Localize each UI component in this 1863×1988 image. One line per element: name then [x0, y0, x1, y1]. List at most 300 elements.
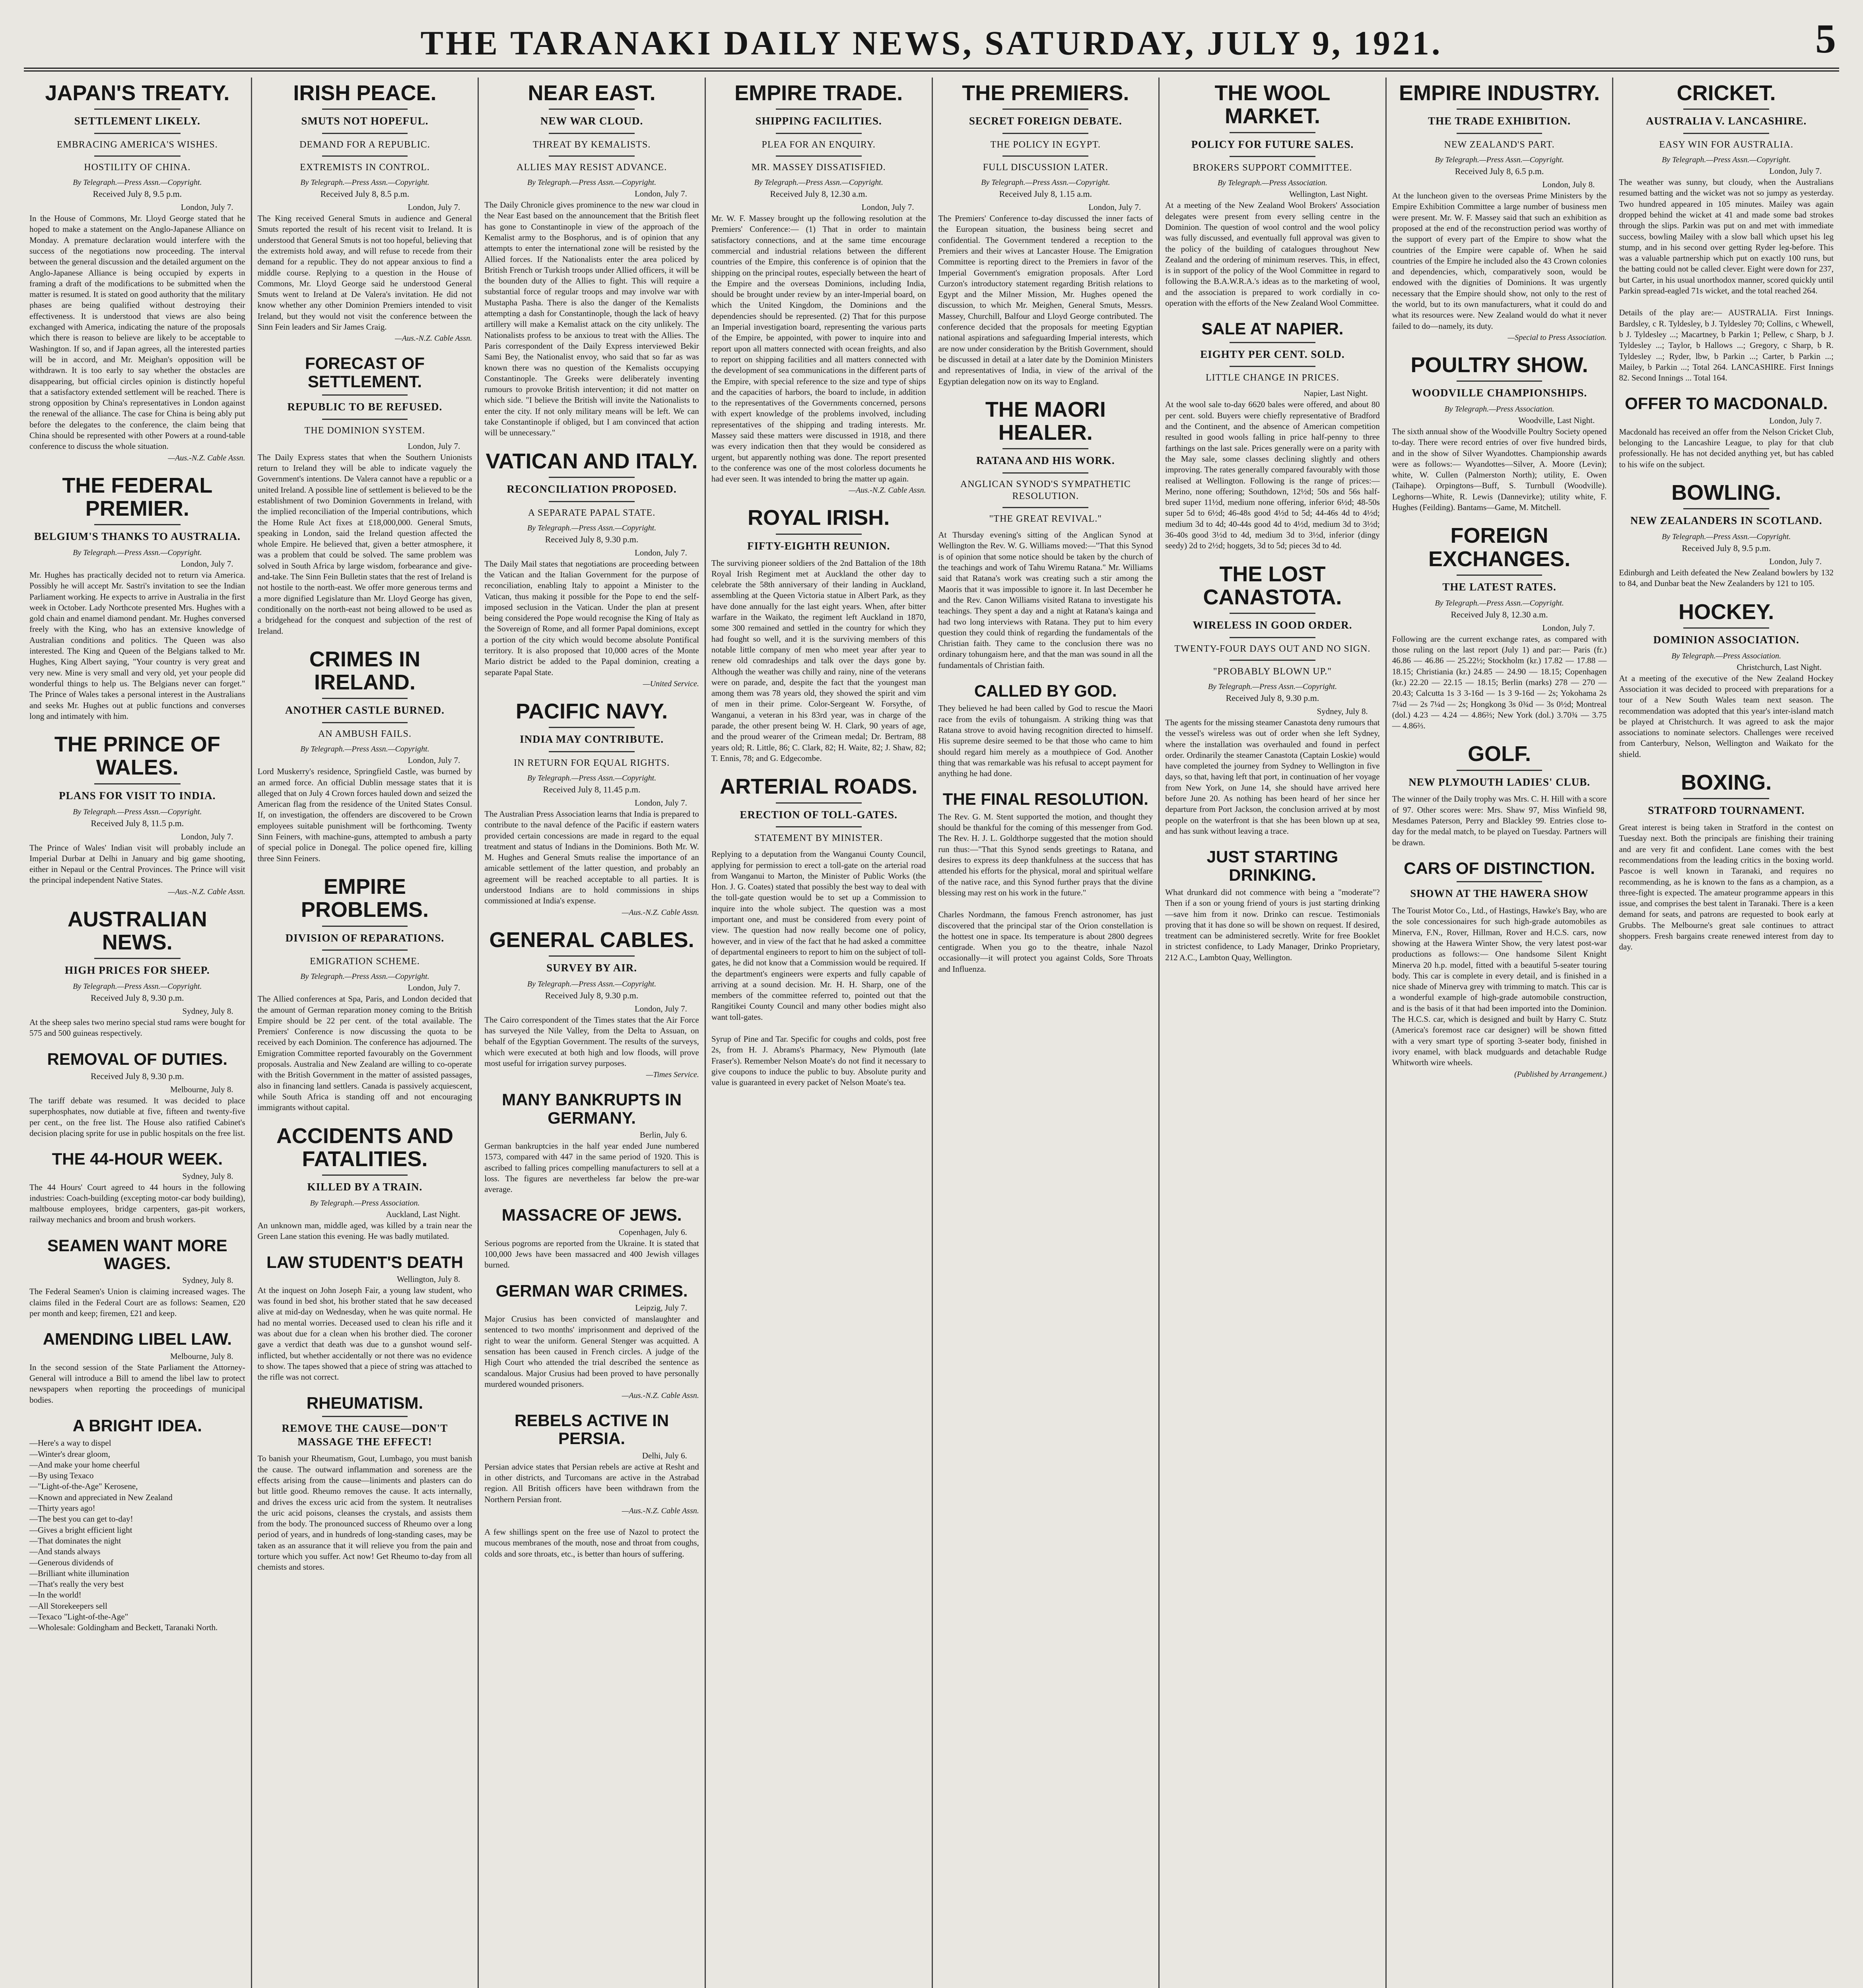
- dateline: London, July 7.: [1769, 557, 1822, 567]
- article-headline: CRIMES IN IRELAND.: [309, 647, 420, 695]
- article-subheading: REPUBLIC TO BE REFUSED.: [287, 401, 443, 413]
- received-time: Received July 8, 6.5 p.m.: [1455, 166, 1544, 177]
- wire-credit: By Telegraph.—Press Assn.—Copyright.: [1208, 682, 1337, 691]
- received-time: Received July 8, 9.5 p.m.: [1682, 543, 1771, 553]
- divider: [549, 109, 635, 110]
- received-time: Received July 8, 12.30 a.m.: [770, 189, 867, 199]
- divider: [1002, 155, 1088, 157]
- column-5: [932, 78, 1159, 1988]
- divider: [1002, 448, 1088, 449]
- article: [258, 875, 472, 1113]
- article-headline: SEAMEN WANT MORE WAGES.: [47, 1236, 227, 1273]
- divider: [1002, 472, 1088, 474]
- article-headline: CALLED BY GOD.: [974, 681, 1117, 701]
- article-headline: FOREIGN EXCHANGES.: [1428, 524, 1571, 571]
- dateline: London, July 7.: [181, 559, 233, 569]
- article: [258, 1394, 472, 1573]
- article-subheading: HIGH PRICES FOR SHEEP.: [65, 964, 210, 977]
- article-subheading: REMOVE THE CAUSE—DON'T MASSAGE THE EFFECT!: [282, 1422, 448, 1448]
- article-subheading: MR. MASSEY DISSATISFIED.: [751, 162, 886, 173]
- received-time: Received July 8, 9.5 p.m.: [93, 189, 182, 199]
- divider: [776, 109, 862, 110]
- article-subheading: NEW ZEALAND'S PART.: [1444, 140, 1555, 150]
- divider: [322, 949, 408, 951]
- article-headline: AUSTRALIAN NEWS.: [67, 907, 207, 954]
- column-8: [1612, 78, 1839, 1988]
- article-headline: THE MAORI HEALER.: [985, 397, 1106, 445]
- article-body: At a meeting of the New Zealand Wool Brokers' Association delegates were present from every selling centre in the Dominion. The question of wool control and the wool policy was fully discussed, and eventually full approval was given to the policy of the building of catalogues throughout New Zealand and the ordering of minimum reserves. This, in effect, is in support of the policy of the Wool Committee in regard to following the B.A.W.R.A.'s ideas as to the marketing of wool, and the association is prepared to work cordially in co-operation with the efforts of the New Zealand Wool Committee.: [1165, 200, 1380, 308]
- article-body: The Prince of Wales' Indian visit will probably include an Imperial Durbar at Delhi in January and big game shooting, either in Nepaul or the Central Provinces. The Prince will visit the principal independent Native States.: [29, 843, 245, 885]
- article: [938, 398, 1153, 671]
- divider: [322, 419, 408, 420]
- article-body: The surviving pioneer soldiers of the 2nd Battalion of the 18th Royal Irish Regiment met at Auckland the other day to celebrate the 58th anniversary of their landing in Auckland, assembling at the Queen Victoria statue in Albert Park, as they have done annually for the last eight years. When, after bitter warfare in the Waikato, the regiment left Auckland in 1870, some 300 remained and settled in the country for which they had fought so well, and it is the surviving members of this notable little company of men who meet year after year to renew old comradeships and talk over the days gone by. Although the weather was chilly and rainy, nine of the veterans were on parade, and, despite the fact that the youngest man among them was 78 years old, they showed the spirit and vim of men in their prime. Color-Sergeant W. Forsythe, of Wanganui, a veteran in his 83rd year, was in charge of the parade, the other present being W. H. Clark, 90 years of age, and the proud wearer of the Crimean medal; Dr. Bertram, 88 years old; R. Little, 86; C. Clark, 82; H. Waite, 82; J. Shaw, 82; T. Ennis, 78; and G. Edgecombe.: [711, 558, 926, 763]
- dateline: London, July 7.: [1769, 166, 1822, 176]
- article: [711, 1034, 926, 1088]
- article: [29, 1150, 245, 1225]
- article-subheading: EASY WIN FOR AUSTRALIA.: [1659, 140, 1794, 150]
- article-subheading: RATANA AND HIS WORK.: [976, 454, 1115, 467]
- article-body: German bankruptcies in the half year ended June numbered 1573, compared with 447 in the same period of 1920. This is ascribed to falling prices compelling manufacturers to sell at a loss. The figures are nevertheless far below the pre-war average.: [484, 1141, 699, 1194]
- article-headline: NEAR EAST.: [528, 81, 656, 105]
- wire-credit: By Telegraph.—Press Association.: [310, 1198, 420, 1208]
- article: [938, 82, 1153, 387]
- article-body: At a meeting of the executive of the New Zealand Hockey Association it was decided to proceed with preparations for a tour of a New South Wales team next season. The recommendation was adopted that this year's inter-island match be played at Christchurch. It was agreed to ask the major associations to nominate selectors. Challenges were received from Canterbury, Nelson, Wellington and Waikato for the shield.: [1619, 673, 1834, 759]
- article-subheading: EXTREMISTS IN CONTROL.: [300, 162, 430, 173]
- article-headline: THE PREMIERS.: [962, 81, 1129, 105]
- article: [1165, 848, 1380, 963]
- received-time: Received July 8, 9.30 p.m.: [90, 993, 184, 1003]
- article: [29, 908, 245, 1039]
- article-signoff: —Aus.-N.Z. Cable Assn.: [622, 1507, 699, 1515]
- article-subheading: EMIGRATION SCHEME.: [310, 956, 420, 967]
- article-body: To banish your Rheumatism, Gout, Lumbago, you must banish the cause. The outward inflammation and soreness are the effects arising from the cause—liniments and plasters can do but little good. Rheumo removes the cause. It acts internally, and drives the excess uric acid from the system. It neutralises the uric acid poisons, cleanses the crystals, and assists them from the body. The pronounced success of Rheumo over a long period of years, and in hundreds of long-standing cases, may be taken as an assurance that it will relieve you from the pain and torture which you suffer. Act now! Get Rheumo to-day from all chemists and stores.: [257, 1454, 472, 1572]
- dateline: London, July 7.: [861, 202, 914, 212]
- divider: [549, 477, 635, 478]
- article-headline: BOWLING.: [1671, 480, 1781, 505]
- wire-credit: By Telegraph.—Press Assn.—Copyright.: [1662, 532, 1791, 542]
- article-headline: VATICAN AND ITALY.: [486, 449, 698, 473]
- article: [484, 1527, 699, 1559]
- divider: [776, 534, 862, 535]
- article-subheading: EIGHTY PER CENT. SOLD.: [1200, 348, 1345, 360]
- article: [711, 775, 926, 1023]
- divider: [1230, 660, 1315, 661]
- article-subheading: ANOTHER CASTLE BURNED.: [285, 704, 445, 716]
- article-subheading: FIFTY-EIGHTH REUNION.: [747, 540, 890, 552]
- wire-credit: By Telegraph.—Press Assn.—Copyright.: [981, 178, 1110, 187]
- article: [1165, 563, 1380, 837]
- article: [938, 790, 1153, 898]
- divider: [1457, 381, 1542, 382]
- wire-credit: By Telegraph.—Press Association.: [1444, 404, 1554, 414]
- article-body: The Australian Press Association learns that India is prepared to contribute to the naval defence of the Pacific if eastern waters provided certain concessions are made in regard to the equal treatment and status of Indians in the Dominions. Both Mr. W. M. Hughes and General Smuts realise the importance of an amicable settlement of the latter question, and probably an agreement will be reached acceptable to all parties. It is understood Indians are to hold commissions in ships commissioned at India's expense.: [484, 809, 699, 906]
- article-subheading: SECRET FOREIGN DEBATE.: [969, 115, 1122, 127]
- page-number: 5: [1815, 16, 1836, 62]
- article: [1619, 307, 1834, 383]
- article: [258, 1253, 472, 1383]
- article: [258, 354, 472, 637]
- article-subheading: DOMINION ASSOCIATION.: [1653, 633, 1799, 646]
- article-headline: THE FINAL RESOLUTION.: [942, 790, 1148, 809]
- article-headline: THE 44-HOUR WEEK.: [52, 1149, 223, 1169]
- article-headline: LAW STUDENT'S DEATH: [266, 1252, 463, 1272]
- article: [1392, 859, 1607, 1079]
- article-body: At the wool sale to-day 6620 bales were offered, and about 80 per cent. sold. Buyers were chiefly representative of Bradford and the Continent, and the absence of American competition resulted in good wools falling in price half-penny to three farthings on the last sale. Prices generally were on a parity with the May sale, some classes declining slightly and others improving. The rates generally compared favourably with those realised at Wellington. Following is the range of prices:— Merino, none offering; Southdown, 12½d; 50s and 56s half-bred super 11½d, medium none offering, inferior 6½d; 48-50s super 5d to 6½d; 46-48s good 4½d to 5d; 44-46s 4d to 4½d; medium 3d to 4d; 40-44s good 4d to 4½d, medium 3d to 3½d; 36-40s good 3½d to 4d, medium 3d to 3½d, inferior (dingy seedy) 2d to 2½d; hoggets, 3d to 5d; pieces 3d to 4d.: [1165, 400, 1380, 551]
- article-body: In the House of Commons, Mr. Lloyd George stated that he hoped to make a statement on the Anglo-Japanese Alliance on Monday. A premature declaration would interfere with the success of the negotiations now proceeding. The interval between the general discussion and the detailed argument on the Anglo-Japanese Alliance is being occupied by experts in framing a draft of the modifications to be submitted when the matter is resumed. It is stated on good authority that the military phases are being qualified without destroying their effectiveness. It is understood that views are also being exchanged with America, indicating the nature of the proposals which there is reason to believe are likely to be acceptable to Washington. If so, and if Japan agrees, all the interested parties will be in accord, and Mr. Meighan's opposition will be withdrawn. It is too early to say whether the obstacles are disappearing, but official circles opinion is distinctly hopeful that a satisfactory extended settlement will be reached. There is strong opposition by China's representatives in London against the renewal of the alliance. The case for China is being ably put before the delegates to the conference, the claim being that China should be represented with other Powers at a round-table conference to discuss the whole situation.: [29, 214, 245, 451]
- dateline: London, July 7.: [408, 755, 460, 765]
- wire-credit: By Telegraph.—Press Association.: [1671, 651, 1781, 660]
- article-headline: SALE AT NAPIER.: [1201, 319, 1344, 338]
- article-signoff: —Special to Press Association.: [1507, 333, 1607, 342]
- article-headline: GENERAL CABLES.: [489, 928, 694, 952]
- dateline: Sydney, July 8.: [182, 1276, 233, 1285]
- divider: [322, 133, 408, 134]
- dateline: London, July 7.: [1769, 415, 1822, 425]
- article-subheading: INDIA MAY CONTRIBUTE.: [520, 733, 664, 746]
- divider: [1457, 133, 1542, 134]
- article-body: The Federal Seamen's Union is claiming increased wages. The claims filed in the Federal Court are as follows: Seamen, £20 per month and keep; firemen, £21 and keep.: [29, 1287, 245, 1318]
- article-headline: ACCIDENTS AND FATALITIES.: [276, 1124, 453, 1171]
- divider: [1683, 508, 1769, 509]
- article-headline: REMOVAL OF DUTIES.: [47, 1049, 228, 1068]
- article-signoff: —Aus.-N.Z. Cable Assn.: [168, 453, 245, 462]
- divider: [322, 394, 408, 396]
- article-headline: GOLF.: [1468, 742, 1531, 766]
- divider: [1230, 613, 1315, 614]
- article-headline: GERMAN WAR CRIMES.: [495, 1281, 688, 1300]
- article-signoff: —Aus.-N.Z. Cable Assn.: [395, 334, 472, 343]
- article-subheading: BELGIUM'S THANKS TO AUSTRALIA.: [34, 530, 241, 543]
- article-body: —Here's a way to dispel —Winter's drear gloom, —And make your home cheerful —By using Texaco —"Light-of-the-Age" Kerosene, —Known and appreciated in New Zealand —Thirty years ago! —The best you can get to-day! —Gives a bright efficient light —That dominates the night —And stands always —Generous dividends of —Brilliant white illumination —That's really the very best —In the world! —All Storekeepers sell —Texaco "Light-of-the-Age" —Wholesale: Goldingham and Beckett, Taranaki North.: [29, 1438, 218, 1633]
- article-headline: EMPIRE PROBLEMS.: [301, 874, 429, 922]
- article: [258, 648, 472, 864]
- divider: [776, 826, 862, 827]
- article-body: At the luncheon given to the overseas Prime Ministers by the Empire Exhibition Committee a large number of business men were present. Mr. W. F. Massey said that such an exhibition as proposed at the end of the reconstruction period was worthy of the support of every part of the Empire to show what the countries of the Empire were capable of. When he said countries of the Empire he included also the 43 Crown colonies and dependencies, which, comparatively soon, would be endowed with the dignities of Dominions. It was urgently necessary that the Empire should show, not only to the rest of the world, but to its own manufacturers, what it could do and what its resources were. New Zealand would do what it never failed to do—namely, its duty.: [1392, 191, 1607, 331]
- article-headline: PACIFIC NAVY.: [516, 699, 668, 723]
- article: [711, 506, 926, 764]
- dateline: London, July 7.: [408, 202, 460, 212]
- article-subheading: RECONCILIATION PROPOSED.: [507, 483, 677, 495]
- article: [29, 1330, 245, 1406]
- article-subheading: AN AMBUSH FAILS.: [318, 729, 412, 740]
- article-subheading: POLICY FOR FUTURE SALES.: [1191, 138, 1354, 150]
- article-headline: JAPAN'S TREATY.: [45, 81, 230, 105]
- article-headline: MASSACRE OF JEWS.: [501, 1206, 682, 1225]
- article-headline: THE LOST CANASTOTA.: [1203, 562, 1342, 609]
- article-body: The sixth annual show of the Woodville Poultry Society opened to-day. There were record entries of over five hundred birds, and in the show of Silver Wyandottes. Championship awards were as follows:— Wyandottes—Silver, A. Moore (Levin); white, W. Cullen (Palmerston North); utility, E. Owen (Taihape). Orpingtons—Buff, S. Turnbull (Woodville). Leghorns—White, R. Lewis (Dannevirke); utility white, F. Hughes (Feilding). Bantams—Game, M. Mitchell.: [1392, 426, 1607, 513]
- article-body: The agents for the missing steamer Canastota deny rumours that the vessel's wireless was out of order when she left Sydney, where the installation was overhauled and found in perfect order. Ordinarily the steamer Canastota (Captain Loskie) would have completed the journey from Sydney to Wellington in five days, so that, having left that port, in continuation of her voyage from New York, on June 14, she should have arrived here before June 20. As nothing has been heard of her since her departure from Port Jackson, the conclusion arrived at by most people on the waterfront is that she has been blown up at sea, and has sunk without leaving a trace.: [1165, 717, 1380, 836]
- article-subheading: BROKERS SUPPORT COMMITTEE.: [1193, 163, 1352, 173]
- dateline: London, July 7.: [408, 983, 460, 993]
- article-signoff: —Times Service.: [646, 1070, 699, 1079]
- article-body: The Premiers' Conference to-day discussed the inner facts of the European situation, the business being secret and confidential. The Government tendered a reception to the Premiers and their wives at Lancaster House. The Emigration Committee is reporting direct to the Premiers in favor of the Imperial Government's emigration proposals. After Lord Curzon's introductory statement regarding British relations to Egypt and the Milner Mission, Mr. Hughes opened the discussion, to which Mr. Meighen, General Smuts, Messrs. Massey, Churchill, Balfour and Lloyd George contributed. The conference decided that the proposals for meeting Egyptian national aspirations and safeguarding Imperial interests, which are now under consideration by the British Government, should be discussed in detail at a later date by the Dominion Ministers and representatives of India, in view of the arrival of the Egyptian delegation now on its way to England.: [938, 214, 1153, 386]
- dateline: London, July 7.: [1088, 202, 1141, 212]
- received-time: Received July 8, 12.30 a.m.: [1451, 609, 1548, 619]
- article-subheading: PLANS FOR VISIT TO INDIA.: [59, 789, 216, 802]
- dateline: Melbourne, July 8.: [170, 1351, 233, 1361]
- dateline: Auckland, Last Night.: [386, 1209, 460, 1219]
- dateline: Wellington, Last Night.: [1289, 189, 1368, 199]
- article: [484, 1411, 699, 1516]
- divider: [322, 722, 408, 723]
- article-headline: CARS OF DISTINCTION.: [1404, 858, 1595, 878]
- article: [1165, 320, 1380, 551]
- article: [29, 1417, 245, 1633]
- received-time: Received July 8, 1.15 a.m.: [999, 189, 1092, 199]
- divider: [1683, 798, 1769, 799]
- dateline: London, July 7.: [635, 547, 687, 557]
- divider: [322, 1416, 408, 1417]
- article-subheading: "THE GREAT REVIVAL.": [989, 514, 1102, 524]
- dateline: Melbourne, July 8.: [170, 1085, 233, 1095]
- divider: [1230, 366, 1315, 367]
- divider: [94, 155, 181, 157]
- article-body: The Daily Express states that when the Southern Unionists return to Ireland they will be able to indicate vaguely the Government's intentions. De Valera cannot have a republic or a united Ireland. A possible line of settlement is believed to be the establishment of two Dominion Governments in Ireland, with the implied reconciliation of the Imperial contributions, which the Home Rule Act fixes at £18,000,000. General Smuts, speaking in London, said the Ireland question affected the whole Empire. He believed that, given a better atmosphere, it was a problem that could be solved. The same problem was solved in South Africa by large wisdom, forbearance and give-and-take. The Sinn Fein Bulletin states that the rest of Ireland is not hostile to the north-east. We offer more generous terms and a more dignified Legislature than Mr. Lloyd George has given, conditionally on the north-east not being allowed to be used as a bridgehead for the conquest and subjection of the rest of Ireland.: [257, 452, 472, 636]
- wire-credit: By Telegraph.—Press Assn.—Copyright.: [527, 773, 657, 782]
- wire-credit: By Telegraph.—Press Assn.—Copyright.: [73, 178, 202, 187]
- article-body: Great interest is being taken in Stratford in the contest on Tuesday next. Both the principals are finishing their training and are very fit and confident. Lane comes with the best recommendations from the leading critics in the boxing world. Pascoe is well known in Taranaki, and requires no recommending, as he is known to the fans as a champion, as a three-fight is expected. The amateur programme appears in this issue, and comprises the best talent in Taranaki. There is a keen demand for seats, and patrons are requested to book early at Grubbs. The Melbourne's great sale continues to attract shoppers. Fresh bargains create renewed interest from day to day.: [1619, 823, 1834, 952]
- article-body: The Cairo correspondent of the Times states that the Air Force has surveyed the Nile Valley, from the Delta to Assuan, on behalf of the Egyptian Government. The results of the surveys, which were executed at both high and low floods, will prove most useful for irrigation survey purposes.: [484, 1015, 699, 1068]
- article-body: Lord Muskerry's residence, Springfield Castle, was burned by an armed force. An official Dublin message states that it is alleged that on July 4 Crown forces hauled down and seized the American flag from the residence of the United States Consul. If, on investigation, the offenders are discovered to be Crown employees suitable punishment will be forthcoming. Twenty Sinn Feiners, with machine-guns, attempted to ambush a party of special police in Donegal. The police opened fire, killing three Sinn Feiners.: [257, 767, 472, 863]
- article: [1392, 353, 1607, 513]
- article-subheading: FULL DISCUSSION LATER.: [983, 162, 1108, 173]
- article-signoff: —United Service.: [643, 679, 699, 688]
- article-body: They believed he had been called by God to rescue the Maori race from the evils of tohungaism. A striking thing was that Ratana strove to avoid having recognition directed to himself. His supreme desire seemed to be that those who came to him should regard him merely as a mouthpiece of God. Another thing that was remarkable was his refusal to accept payment for anything he had done.: [938, 703, 1153, 779]
- article-headline: EMPIRE INDUSTRY.: [1399, 81, 1600, 105]
- article-body: Mr. W. F. Massey brought up the following resolution at the Premiers' Conference:— (1) That in order to maintain satisfactory connections, and at the same time encourage commercial and industrial relations between the different countries of the Empire, this conference is of opinion that the shipping on the principal routes, especially between the heart of the Empire and the overseas Dominions, including India, should be brought under review by an inter-Imperial board, on which the United Kingdom, the Dominions and the dependencies should be represented. (2) That for this purpose an Imperial investigation board, representing the various parts of the Empire, be appointed, with power to inquire into and report upon all matters connected with ocean freights, and also to report on shipping facilities and all matters connected with the development of sea communications in the different parts of the Empire, with special reference to the size and type of ships and the capacities of harbors, the board to include, in addition to the representatives of the Governments concerned, persons with expert knowledge of the problems involved, including representatives of the shipping and trading interests. Mr. Massey said these matters were discussed in 1918, and there was every indication then that they would be considered as urgent, but apparently nothing was done. The report presented to the conference was one of the most colorless documents he had ever seen. It was intended to bring the matter up again.: [711, 214, 926, 484]
- divider: [1683, 109, 1769, 110]
- article-subheading: NEW WAR CLOUD.: [540, 115, 643, 127]
- article-body: Persian advice states that Persian rebels are active at Resht and in other districts, and Turcomans are active in the Astrabad region. All British officers have been withdrawn from the Northern Persian front.: [484, 1462, 699, 1504]
- wire-credit: By Telegraph.—Press Assn.—Copyright.: [527, 979, 657, 988]
- article: [258, 82, 472, 343]
- article-body: Macdonald has received an offer from the Nelson Cricket Club, belonging to the Lancashire League, to play for that club professionally. He has not decided anything yet, but has cabled to his wife on the subject.: [1619, 427, 1834, 469]
- article-subheading: STATEMENT BY MINISTER.: [754, 833, 883, 844]
- article-signoff: (Published by Arrangement.): [1514, 1070, 1607, 1079]
- column-grid: [24, 78, 1839, 1988]
- divider: [549, 133, 635, 134]
- article-subheading: EMBRACING AMERICA'S WISHES.: [56, 140, 218, 150]
- article: [29, 733, 245, 897]
- wire-credit: By Telegraph.—Press Assn.—Copyright.: [73, 548, 202, 557]
- article-subheading: KILLED BY A TRAIN.: [307, 1181, 423, 1193]
- article: [711, 82, 926, 495]
- article-subheading: DIVISION OF REPARATIONS.: [285, 932, 445, 944]
- article-headline: RHEUMATISM.: [306, 1393, 423, 1412]
- article-subheading: LITTLE CHANGE IN PRICES.: [1205, 373, 1339, 383]
- article-body: Serious pogroms are reported from the Ukraine. It is stated that 100,000 Jews have been massacred and 400 Jewish villages burned.: [484, 1238, 699, 1270]
- article-body: The King received General Smuts in audience and General Smuts reported the result of his recent visit to Ireland. It is understood that General Smuts is not too hopeful, believing that the extremists hold away, and will refuse to recede from their demand for a republic. They do not appear anxious to find a middle course. Replying to a question in the House of Commons, Mr. Lloyd George said he understood General Smuts went to Ireland at De Valera's invitation. He did not know whether any other Dominion Premiers intended to visit Ireland, but they would not visit the conference between the Sinn Fein leaders and Sir James Craig.: [257, 214, 472, 332]
- dateline: Christchurch, Last Night.: [1737, 662, 1822, 672]
- article-subheading: NEW PLYMOUTH LADIES' CLUB.: [1408, 776, 1590, 788]
- article: [29, 82, 245, 463]
- article-body: Details of the play are:— AUSTRALIA. First Innings. Bardsley, c R. Tyldesley, b J. Tyldesley 70; Collins, c Whewell, b J. Tyldesley ...; Macartney, b Parkin 1; Pellew, c Sharp, b J. Tyldesley ...; Taylor, b Hallows ...; Gregory, c Sharp, b R. Tyldesley ...; Ryder, lbw, b Parkin ...; Carter, b Parkin ...; Mailey, b Parkin ...; Total 264. LANCASHIRE. First Innings 82. Second Innings ... Total 164.: [1619, 308, 1834, 383]
- article-subheading: ANGLICAN SYNOD'S SYMPATHETIC RESOLUTION.: [960, 479, 1131, 502]
- article-headline: THE FEDERAL PREMIER.: [62, 473, 213, 520]
- article-headline: AMENDING LIBEL LAW.: [43, 1330, 232, 1349]
- article-body: The Rev. G. M. Stent supported the motion, and thought they should be thankful for the coming of this messenger from God. The Rev. H. J. L. Goldthorpe suggested that the motion should run thus:—"That this Synod sends greetings to Ratana, and desires to express its deep thankfulness at the success that has attended his efforts for the physical, moral and spiritual welfare of the native race, and this Synod further prays that the divine blessing may rest on his work in the future.": [938, 812, 1153, 897]
- article-headline: POULTRY SHOW.: [1410, 353, 1588, 377]
- divider: [1457, 575, 1542, 576]
- wire-credit: By Telegraph.—Press Assn.—Copyright.: [527, 523, 657, 532]
- divider: [1230, 132, 1315, 133]
- article-headline: OFFER TO MACDONALD.: [1625, 394, 1828, 413]
- article-subheading: THE POLICY IN EGYPT.: [990, 140, 1101, 150]
- article: [484, 450, 699, 689]
- article-subheading: SURVEY BY AIR.: [546, 961, 637, 974]
- article-headline: BOXING.: [1681, 771, 1772, 795]
- divider: [1457, 881, 1542, 882]
- article-subheading: A SEPARATE PAPAL STATE.: [528, 507, 656, 518]
- divider: [1002, 133, 1088, 134]
- divider: [549, 155, 635, 157]
- article: [484, 1282, 699, 1400]
- divider: [322, 698, 408, 699]
- column-7: [1385, 78, 1612, 1988]
- article-headline: FORECAST OF SETTLEMENT.: [305, 354, 425, 391]
- received-time: Received July 8, 11.45 p.m.: [543, 784, 641, 794]
- divider: [1683, 627, 1769, 629]
- divider: [776, 155, 862, 157]
- article: [484, 1206, 699, 1270]
- article-headline: ROYAL IRISH.: [748, 506, 890, 530]
- article: [1392, 82, 1607, 342]
- column-4: [705, 78, 932, 1988]
- divider: [1230, 637, 1315, 638]
- column-3: [478, 78, 705, 1988]
- article: [1165, 82, 1380, 309]
- wire-credit: By Telegraph.—Press Assn.—Copyright.: [73, 807, 202, 816]
- article-subheading: DEMAND FOR A REPUBLIC.: [299, 140, 430, 150]
- wire-credit: By Telegraph.—Press Assn.—Copyright.: [300, 745, 429, 754]
- article-headline: IRISH PEACE.: [293, 81, 437, 105]
- divider: [322, 926, 408, 927]
- article: [484, 928, 699, 1080]
- article-body: Syrup of Pine and Tar. Specific for coughs and colds, post free 2s, from H. J. Abrams's Pharmacy, New Plymouth (late Fraser's). Remember Nelson Moate's do not find it necessary to give coupons to induce the public to buy. Absolute purity and value is guaranteed in every packet of Nelson Moate's tea.: [711, 1034, 926, 1087]
- masthead: [24, 8, 1839, 72]
- divider: [94, 133, 181, 134]
- article-body: The Tourist Motor Co., Ltd., of Hastings, Hawke's Bay, who are the sole concessionaires for such high-grade automobiles as Minerva, F.N., Rover, Hillman, Rover and H.C.S. cars, now showing at the Hawera Winter Show, the very latest post-war productions as follows:— One handsome Silent Knight Minerva 20 h.p. model, fitted with a beautiful 5-seater touring body. This car is complete in every detail, and is finished in a nice shade of Minerva grey with trimming to match. This car is a wonderful example of high-grade automobile construction, and is the basis of it that had been imported into the Dominion. The H.C.S. car, which is designed and built by Harry C. Stutz (America's foremost race car designer) will be shown fitted with a very smart type of sporting 3-seater body, finished in ivory enamel, with black mudguards and detachable Rudge Whitworth wire wheels.: [1392, 906, 1607, 1068]
- article-subheading: ALLIES MAY RESIST ADVANCE.: [517, 162, 667, 173]
- article: [1392, 742, 1607, 848]
- article-subheading: SHOWN AT THE HAWERA SHOW: [1410, 887, 1589, 900]
- dateline: Napier, Last Night.: [1304, 388, 1368, 398]
- column-2: [251, 78, 478, 1988]
- article-subheading: AUSTRALIA V. LANCASHIRE.: [1646, 115, 1807, 127]
- received-time: Received July 8, 9.30 p.m.: [545, 990, 639, 1000]
- wire-credit: By Telegraph.—Press Assn.—Copyright.: [1435, 155, 1564, 165]
- received-time: Received July 8, 9.30 p.m.: [90, 1071, 184, 1081]
- article-body: A few shillings spent on the free use of Nazol to protect the mucous membranes of the mouth, nose and throat from coughs, colds and sore throats, etc., is better than hours of suffering.: [484, 1527, 699, 1559]
- article-signoff: —Aus.-N.Z. Cable Assn.: [622, 1391, 699, 1400]
- article-subheading: TWENTY-FOUR DAYS OUT AND NO SIGN.: [1174, 643, 1371, 654]
- divider: [1002, 109, 1088, 110]
- divider: [1002, 507, 1088, 508]
- masthead-title: THE TARANAKI DAILY NEWS, SATURDAY, JULY 9, 1921.: [420, 24, 1443, 62]
- article-signoff: —Aus.-N.Z. Cable Assn.: [622, 908, 699, 917]
- article-body: The Daily Mail states that negotiations are proceeding between the Vatican and the Italian Government for the purpose of reconciliation, enabling Italy to appoint a Minister to the Vatican, thus making it possible for the Pope to end the self-imposed seclusion in the Vatican. Under the plan at present being considered the Pope would recognise the King of Italy as the Sovereign of Rome, and all former Papal dominions, except a portion of the city which would become absolute Pontifical territory. It is also proposed that 10,000 acres of the Monte Mario district be added to the Papal dominion, creating a separate Papal State.: [484, 559, 699, 677]
- wire-credit: By Telegraph.—Press Assn.—Copyright.: [527, 178, 657, 187]
- article-subheading: WIRELESS IN GOOD ORDER.: [1193, 619, 1352, 631]
- divider: [549, 751, 635, 752]
- article: [484, 1091, 699, 1195]
- article-subheading: THE LATEST RATES.: [1442, 580, 1556, 593]
- wire-credit: By Telegraph.—Press Assn.—Copyright.: [1435, 598, 1564, 608]
- article: [1619, 600, 1834, 760]
- dateline: London, July 7.: [181, 202, 233, 212]
- article: [29, 474, 245, 722]
- article-body: Charles Nordmann, the famous French astronomer, has just discovered that the principal star of the Orion constellation is the hottest one in space. Its temperature is about 2800 degrees centigrade. When you go to the theatre, inhale Nazol occasionally—it will protect you against Colds, Sore Throats and Influenza.: [938, 910, 1153, 974]
- article-body: Following are the current exchange rates, as compared with those ruling on the last report (July 1) and par:— Paris (fr.) 46.86 — 46.86 — 25.22½; Stockholm (kr.) 17.82 — 17.88 — 18.15; Christiania (kr.) 24.85 — 24.90 — 18.15; Copenhagen (kr.) 22.20 — 22.15 — 18.15; Berlin (marks) 278 — 270 — 20.43; Calcutta 1s 3 3-16d — 1s 3 9-16d — 2s; Yokohama 2s 7¼d — 2s 7¼d — 2s; Hongkong 3s 0¾d — 3s 0½d; Montreal (dol.) 4.23 — 4.24 — 4.86⅔; New York (dol.) 3.70¾ — 3.75 — 4.86⅔.: [1392, 634, 1607, 731]
- article: [484, 700, 699, 917]
- article-subheading: "PROBABLY BLOWN UP.": [1213, 666, 1332, 677]
- divider: [94, 524, 181, 525]
- article-body: The 44 Hours' Court agreed to 44 hours in the following industries: Coach-building (excepting motor-car body building), maltbouse employees, bridge carpenters, gas-pit workers, railway mechanics and broom and brush workers.: [29, 1182, 245, 1225]
- article-signoff: —Aus.-N.Z. Cable Assn.: [849, 486, 926, 495]
- wire-credit: By Telegraph.—Press Assn.—Copyright.: [1662, 155, 1791, 165]
- article-subheading: ERECTION OF TOLL-GATES.: [740, 808, 898, 821]
- article-subheading: SETTLEMENT LIKELY.: [74, 115, 200, 127]
- wire-credit: By Telegraph.—Press Assn.—Copyright.: [300, 178, 429, 187]
- divider: [322, 1175, 408, 1176]
- article-subheading: IN RETURN FOR EQUAL RIGHTS.: [514, 757, 670, 768]
- article-headline: A BRIGHT IDEA.: [72, 1416, 202, 1435]
- article: [1619, 394, 1834, 470]
- article-body: Edinburgh and Leith defeated the New Zealand bowlers by 132 to 84, and Dunbar beat the New Zealanders by 121 to 105.: [1619, 568, 1834, 588]
- article-signoff: —Aus.-N.Z. Cable Assn.: [168, 887, 245, 896]
- divider: [1457, 770, 1542, 771]
- dateline: Woodville, Last Night.: [1518, 415, 1595, 425]
- divider: [549, 955, 635, 957]
- article-body: The weather was sunny, but cloudy, when the Australians resumed batting and the wicket was not so jumpy as yesterday. Two hundred appeared in 105 minutes. Mailey was again dropped behind the wicket at 41 and made some bad strokes through the slips. Parkin was put on and met with immediate success, bowling Mailey with a slow ball which upset his leg stump, and in his second over getting Ryder leg-before. This was a valuable partnership which put on exactly 100 runs, but the batting could not be called clever. Eight were down for 237, but Carter, in his usual unorthodox manner, scored quickly until Parkin spread-eagled 71s wicket, and the total reached 264.: [1619, 177, 1834, 296]
- article-body: At the inquest on John Joseph Fair, a young law student, who was found in bed shot, his brother stated that he saw deceased alive at mid-day on Wednesday, when he was quite normal. He had no mental worries. Deceased used to clean his rifle and it was about due for a clean when his brother died. The coroner gave a verdict that death was due to a gunshot wound self-inflicted, but whether accidentally or not there was no evidence to show. The tapes showed that a piece of string was attached to the rifle was not correct.: [257, 1285, 472, 1382]
- dateline: Delhi, July 6.: [642, 1450, 687, 1460]
- wire-credit: By Telegraph.—Press Assn.—Copyright.: [73, 982, 202, 991]
- divider: [776, 133, 862, 134]
- article: [29, 1237, 245, 1319]
- wire-credit: By Telegraph.—Press Association.: [1217, 179, 1327, 188]
- article: [29, 1050, 245, 1139]
- dateline: London, July 7.: [1542, 623, 1595, 633]
- article-subheading: THREAT BY KEMALISTS.: [532, 140, 651, 150]
- article-headline: JUST STARTING DRINKING.: [1206, 847, 1338, 884]
- article-subheading: HOSTILITY OF CHINA.: [84, 162, 191, 173]
- article-subheading: SMUTS NOT HOPEFUL.: [301, 115, 429, 127]
- divider: [1683, 133, 1769, 134]
- article-body: At Thursday evening's sitting of the Anglican Synod at Wellington the Rev. W. G. Williams moved:—"That this Synod is of opinion that some notice should be taken by the church of the teachings and work of Tahu Wiremu Ratana." Mr. Williams said that Ratana's work was creating such a stir among the Maoris that it was impossible to ignore it. In last December he and the Rev. Canon Williams visited Ratana to investigate his teachings. They spent a day and a night at Ratana's kainga and had two long interviews with Ratana. They put to him every question they could think of regarding the fundamentals of the Christian faith. They came to the conclusion there was no ordinary tohungaism here, and that the man was sound in all the fundamentals of Christian faith.: [938, 530, 1153, 670]
- column-1: [24, 78, 251, 1988]
- article-body: The winner of the Daily trophy was Mrs. C. H. Hill with a score of 97. Other scores were: Mrs. Shaw 97, Miss Winfield 98, Mesdames Paterson, Perry and Blackley 99. Entries close to-day for the medal match, to be played on Tuesday. Partners will be drawn.: [1392, 794, 1607, 847]
- dateline: Leipzig, July 7.: [635, 1303, 687, 1313]
- dateline: London, July 7.: [635, 798, 687, 808]
- divider: [1230, 342, 1315, 343]
- article-subheading: WOODVILLE CHAMPIONSHIPS.: [1412, 387, 1587, 399]
- article-subheading: SHIPPING FACILITIES.: [755, 115, 882, 127]
- dateline: Copenhagen, July 6.: [619, 1227, 687, 1237]
- article: [1392, 524, 1607, 731]
- received-time: Received July 8, 9.30 p.m.: [1226, 693, 1319, 703]
- dateline: London, July 7.: [408, 441, 460, 451]
- article-body: At the sheep sales two merino special stud rams were bought for 575 and 500 guineas respectively.: [29, 1017, 245, 1038]
- article-body: An unknown man, middle aged, was killed by a train near the Green Lane station this evening. He was badly mutilated.: [257, 1220, 472, 1241]
- divider: [1457, 109, 1542, 110]
- article-headline: CRICKET.: [1677, 81, 1776, 105]
- article-body: The Daily Chronicle gives prominence to the new war cloud in the Near East based on the announcement that the British fleet has gone to Constantinople in view of the approach of the Kemalist army to the Bosphorus, and is of opinion that any attempts to enter the international zone will be resisted by the Allied forces. If the Nationalists enter the area policed by British French or Turkish troops under Allied officers, it will be the bounden duty of the Allies to fight. This will require a substantial force of regular troops and may involve war with Mustapha Pasha. There is also the danger of the Kemalists attempting a dash for Constantinople, though the lack of heavy artillery will make a Kemalist attack on the city unlikely. The Nationalists profess to be anxious to treat with the Allies. The Paris correspondent of the Daily Express interviewed Bekir Sami Bey, the Nationalist envoy, who said that so far as was known there was no question of the Kemalists occupying Constantinople. The Greeks were deliberately inventing rumours to provoke British intervention; it did not matter on which side. "I believe the British will invite the Nationalists to enter the city. If not only military means will be left. We can take Constantinople if obliged, but I am convinced that action will be unnecessary.": [484, 200, 699, 438]
- article: [1619, 82, 1834, 296]
- article: [1619, 481, 1834, 589]
- dateline: London, July 7.: [635, 189, 687, 199]
- dateline: London, July 8.: [1542, 180, 1595, 190]
